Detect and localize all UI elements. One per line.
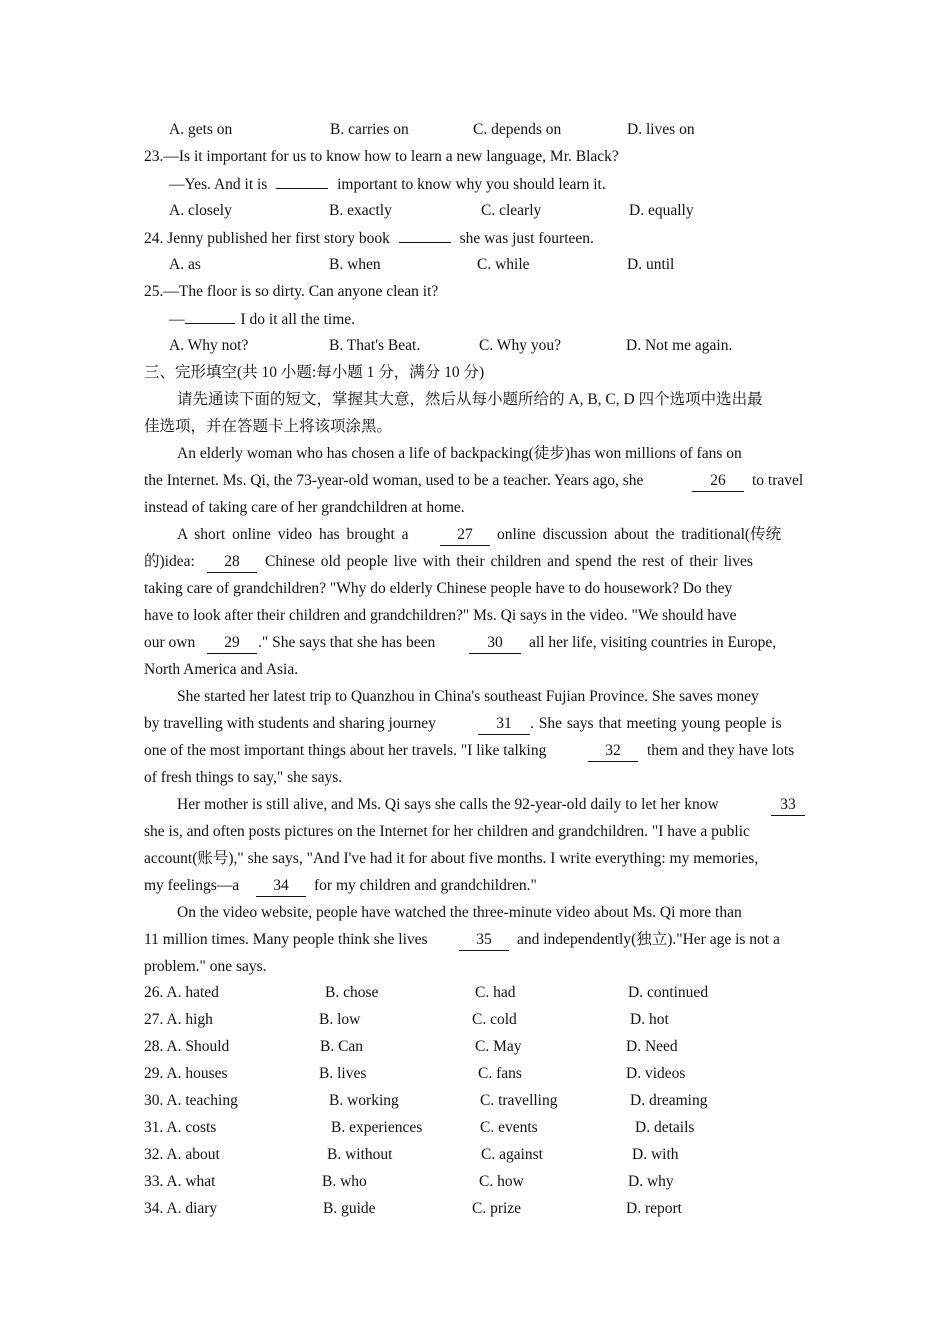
answer-row bbox=[0, 1141, 950, 1168]
option-b: B. That's Beat. bbox=[329, 337, 421, 354]
q23-options bbox=[0, 197, 950, 224]
option-a: A. closely bbox=[169, 202, 232, 219]
passage-line: She started her latest trip to Quanzhou in China's southeast Fujian Province. She saves money bbox=[177, 688, 759, 705]
option-a: 27. A. high bbox=[144, 1011, 213, 1028]
blank-30: 30 bbox=[469, 634, 521, 654]
option-a: 33. A. what bbox=[144, 1173, 216, 1190]
passage-line: 的)idea: 28 Chinese old people live with their children and spend the rest of their lives bbox=[0, 548, 950, 575]
option-d: D. lives on bbox=[627, 121, 695, 138]
option-b: B. lives bbox=[319, 1065, 367, 1082]
passage-line: North America and Asia. bbox=[144, 661, 299, 678]
option-c: C. May bbox=[475, 1038, 522, 1055]
option-c: C. Why you? bbox=[479, 337, 561, 354]
q25-stem: 25.—The floor is so dirty. Can anyone clean it? bbox=[144, 283, 439, 300]
answer-blank bbox=[276, 170, 328, 189]
q25-reply: — I do it all the time. bbox=[0, 305, 950, 332]
option-a: A. gets on bbox=[169, 121, 233, 138]
option-b: B. who bbox=[322, 1173, 367, 1190]
answer-row bbox=[0, 1087, 950, 1114]
option-d: D. continued bbox=[628, 984, 709, 1001]
option-a: 34. A. diary bbox=[144, 1200, 218, 1217]
option-a: 28. A. Should bbox=[144, 1038, 230, 1055]
section-instruction-cont: 佳选项，并在答题卡上将该项涂黑。 bbox=[144, 418, 393, 435]
option-d: D. equally bbox=[629, 202, 694, 219]
option-d: D. Need bbox=[626, 1038, 678, 1055]
passage-line: Her mother is still alive, and Ms. Qi says she calls the 92-year-old daily to let her know 33 bbox=[0, 791, 950, 818]
section-heading: 三、完形填空(共 10 小题:每小题 1 分，满分 10 分) bbox=[144, 364, 485, 381]
option-c: C. had bbox=[475, 984, 516, 1001]
passage-line: An elderly woman who has chosen a life of backpacking(徒步)has won millions of fans on bbox=[177, 445, 742, 462]
option-b: B. guide bbox=[323, 1200, 376, 1217]
q22-options bbox=[0, 116, 950, 143]
option-a: 26. A. hated bbox=[144, 984, 219, 1001]
answer-row bbox=[0, 1195, 950, 1222]
option-a: 29. A. houses bbox=[144, 1065, 228, 1082]
blank-33: 33 bbox=[771, 796, 805, 816]
passage-line: account(账号)," she says, "And I've had it for about five months. I write everything: my memories, bbox=[144, 850, 759, 867]
blank-26: 26 bbox=[692, 472, 744, 492]
blank-35: 35 bbox=[459, 931, 509, 951]
option-b: B. without bbox=[327, 1146, 393, 1163]
passage-line: by travelling with students and sharing journey 31 . She says that meeting young people is bbox=[0, 710, 950, 737]
passage-line: instead of taking care of her grandchildren at home. bbox=[144, 499, 465, 516]
option-c: C. prize bbox=[472, 1200, 522, 1217]
option-c: C. clearly bbox=[481, 202, 542, 219]
option-c: C. cold bbox=[472, 1011, 517, 1028]
answer-blank bbox=[185, 305, 235, 324]
option-b: B. experiences bbox=[331, 1119, 423, 1136]
answer-row bbox=[0, 1114, 950, 1141]
option-b: B. when bbox=[329, 256, 381, 273]
option-c: C. fans bbox=[478, 1065, 522, 1082]
passage-line: A short online video has brought a 27 online discussion about the traditional(传统 bbox=[0, 521, 950, 548]
passage-line: one of the most important things about her travels. "I like talking 32 them and they have lots bbox=[0, 737, 950, 764]
answer-row bbox=[0, 1006, 950, 1033]
q23-stem: 23.—Is it important for us to know how to learn a new language, Mr. Black? bbox=[144, 148, 619, 165]
option-a: 32. A. about bbox=[144, 1146, 220, 1163]
option-b: B. chose bbox=[325, 984, 379, 1001]
option-a: 30. A. teaching bbox=[144, 1092, 238, 1109]
option-c: C. events bbox=[480, 1119, 538, 1136]
passage-line: the Internet. Ms. Qi, the 73-year-old woman, used to be a teacher. Years ago, she 26 to travel bbox=[0, 467, 950, 494]
option-b: B. low bbox=[319, 1011, 361, 1028]
passage-line: On the video website, people have watched the three-minute video about Ms. Qi more than bbox=[177, 904, 742, 921]
blank-31: 31 bbox=[478, 715, 530, 735]
option-a: A. Why not? bbox=[169, 337, 249, 354]
option-b: B. carries on bbox=[330, 121, 409, 138]
option-c: C. travelling bbox=[480, 1092, 558, 1109]
option-d: D. why bbox=[628, 1173, 674, 1190]
passage-line: 11 million times. Many people think she lives 35 and independently(独立)."Her age is not a bbox=[0, 926, 950, 953]
option-d: D. details bbox=[635, 1119, 695, 1136]
blank-27: 27 bbox=[440, 526, 490, 546]
passage-line: have to look after their children and grandchildren?" Ms. Qi says in the video. "We should have bbox=[144, 607, 737, 624]
answer-row bbox=[0, 1168, 950, 1195]
blank-29: 29 bbox=[207, 634, 257, 654]
passage-line: of fresh things to say," she says. bbox=[144, 769, 343, 786]
option-a: 31. A. costs bbox=[144, 1119, 217, 1136]
blank-34: 34 bbox=[256, 877, 306, 897]
answer-row bbox=[0, 979, 950, 1006]
option-b: B. working bbox=[329, 1092, 399, 1109]
option-c: C. depends on bbox=[473, 121, 562, 138]
q23-reply: —Yes. And it is important to know why you should learn it. bbox=[0, 170, 950, 197]
passage-line: taking care of grandchildren? "Why do elderly Chinese people have to do housework? Do they bbox=[144, 580, 733, 597]
section-instruction: 请先通读下面的短文，掌握其大意，然后从每小题所给的 A, B, C, D 四个选项中选出最 bbox=[177, 391, 763, 408]
blank-32: 32 bbox=[588, 742, 638, 762]
option-c: C. against bbox=[481, 1146, 543, 1163]
q24-stem: 24. Jenny published her first story book she was just fourteen. bbox=[0, 224, 950, 251]
option-d: D. Not me again. bbox=[626, 337, 733, 354]
option-d: D. until bbox=[627, 256, 675, 273]
option-d: D. videos bbox=[626, 1065, 686, 1082]
option-a: A. as bbox=[169, 256, 201, 273]
option-c: C. while bbox=[477, 256, 530, 273]
option-d: D. report bbox=[626, 1200, 682, 1217]
passage-line: problem." one says. bbox=[144, 958, 267, 975]
answer-row bbox=[0, 1060, 950, 1087]
option-c: C. how bbox=[479, 1173, 524, 1190]
option-d: D. hot bbox=[630, 1011, 669, 1028]
q24-options bbox=[0, 251, 950, 278]
answer-row bbox=[0, 1033, 950, 1060]
passage-line: my feelings—a 34 for my children and grandchildren." bbox=[0, 872, 950, 899]
option-b: B. exactly bbox=[329, 202, 392, 219]
passage-line: our own 29 ." She says that she has been 30 all her life, visiting countries in Europe, bbox=[0, 629, 950, 656]
q25-options bbox=[0, 332, 950, 359]
option-d: D. dreaming bbox=[630, 1092, 708, 1109]
blank-28: 28 bbox=[207, 553, 257, 573]
passage-line: she is, and often posts pictures on the Internet for her children and grandchildren. "I have a public bbox=[144, 823, 750, 840]
option-d: D. with bbox=[632, 1146, 679, 1163]
answer-blank bbox=[399, 224, 451, 243]
option-b: B. Can bbox=[320, 1038, 364, 1055]
